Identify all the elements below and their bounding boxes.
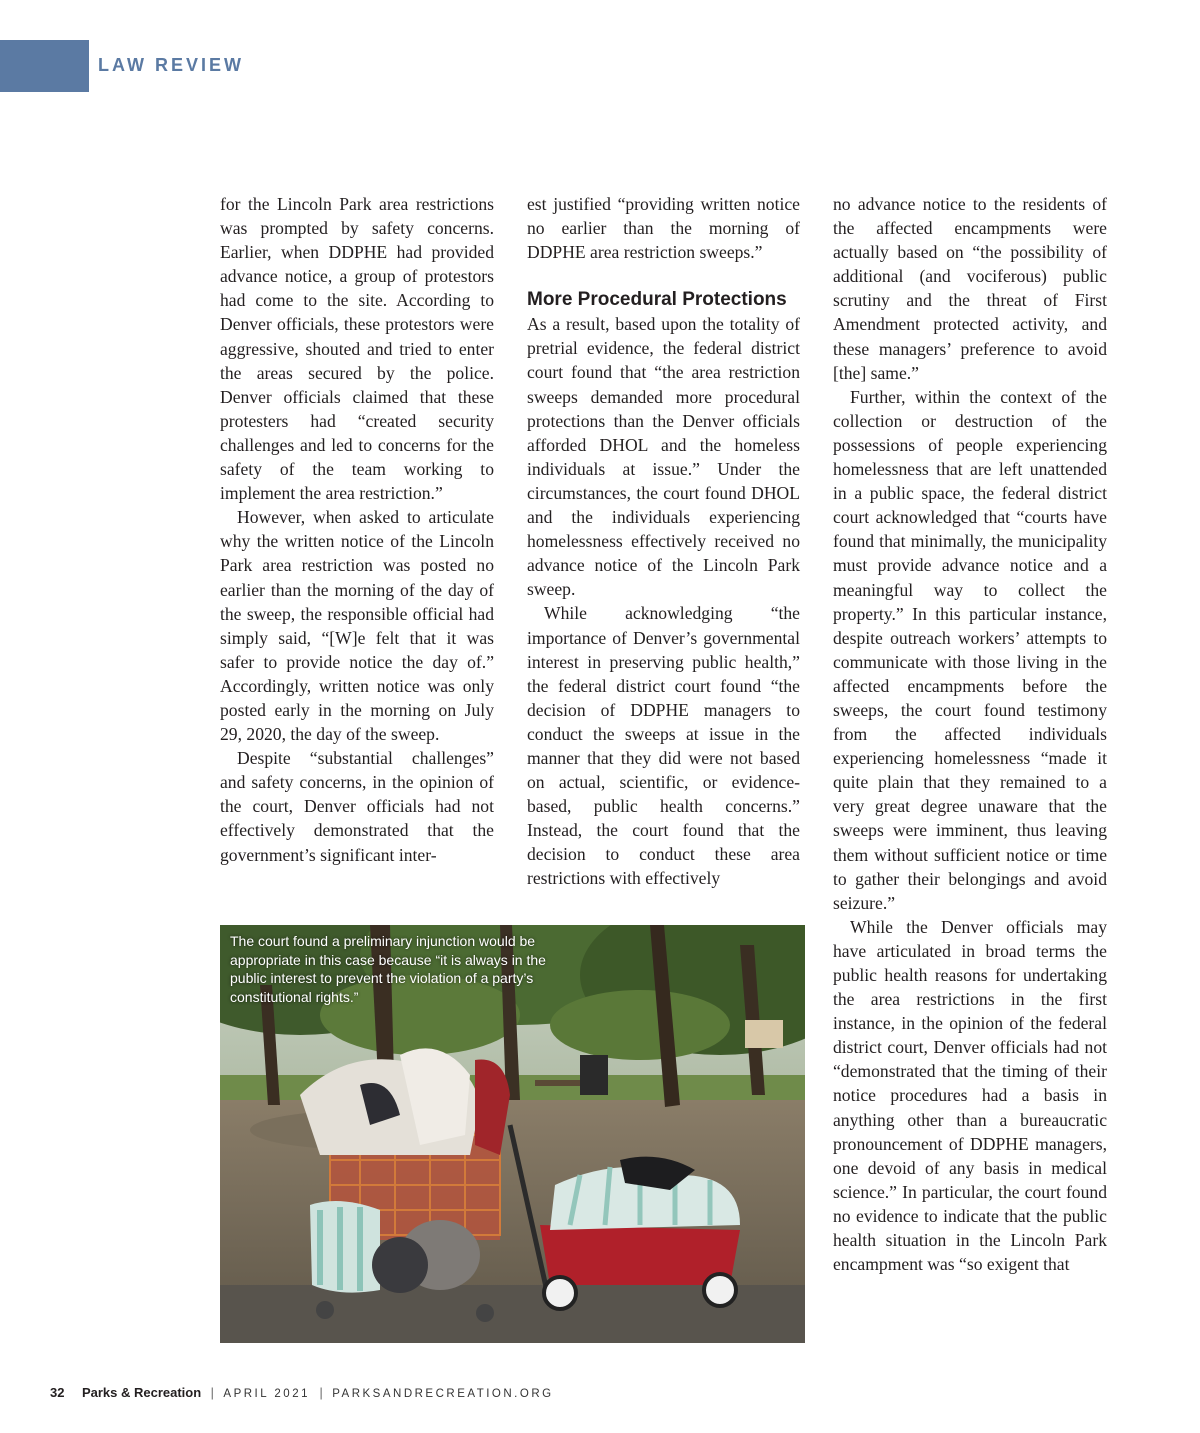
section-subheading: More Procedural Protections	[527, 289, 787, 311]
paragraph: While the Denver officials may have articulated in broad terms the public health reasons for undertaking the area restrictions in the first instance, in the opinion of the federal district court, Denver officials had not “demonstrated that the timing of their notice procedures had a basis in anything other than a bureaucratic pronouncement of DDPHE managers, one devoid of any basis in medical science.” In particular, the court found no evidence to indicate that the public health situation in the Lincoln Park encampment was “so exigent that	[833, 916, 1107, 1275]
footer-separator: |	[210, 1386, 214, 1400]
paragraph: Despite “substantial challenges” and safety concerns, in the opinion of the court, Denver officials had not effectively demonstrated that the government’s significant inter-	[220, 748, 494, 865]
paragraph: While acknowledging “the importance of Denver’s governmental interest in preserving public health,” the federal district court found “the decision of DDPHE managers to conduct the sweeps at issue in the manner that they did were not based on actual, scientific, or evidence-based, public health concerns.” Instead, the court found that the decision to conduct these area restrictions with effectively	[527, 603, 800, 889]
website-url: PARKSANDRECREATION.ORG	[332, 1388, 554, 1400]
magazine-title: Parks & Recreation	[81, 1385, 202, 1400]
page-footer	[50, 1385, 554, 1400]
paragraph: est justified “providing written notice no earlier than the morning of DDPHE area restriction sweeps.”	[527, 194, 800, 263]
issue-date: APRIL 2021	[223, 1388, 310, 1400]
paragraph: As a result, based upon the totality of pretrial evidence, the federal district court found that “the area restriction sweeps demanded more procedural protections than the Denver officials afforded DHOL and the homeless individuals at issue.” Under the circumstances, the court found DHOL and the individuals experiencing homelessness effectively received no advance notice of the Lincoln Park sweep.	[527, 314, 800, 600]
photo-caption: The court found a preliminary injunction would be appropriate in this case because “it is always in the public interest to prevent the violation of a party’s constitutional rights.”	[230, 933, 546, 1005]
section-label: LAW REVIEW	[98, 55, 244, 75]
article-column-3	[833, 192, 1107, 1276]
paragraph: no advance notice to the residents of the affected encampments were actually based on “the possibility of additional (and vociferous) public scrutiny and the threat of First Amendment protected activity, and these managers’ preference to avoid [the] same.”	[833, 194, 1107, 383]
paragraph: for the Lincoln Park area restrictions was prompted by safety concerns. Earlier, when DDPHE had provided advance notice, a group of protestors had come to the site. According to Denver officials, these protestors were aggressive, shouted and tried to enter the areas secured by the police. Denver officials claimed that these protesters had “created security challenges and led to concerns for the safety of the team working to implement the area restriction.”	[220, 194, 494, 504]
park-encampment-photo	[220, 925, 805, 1343]
paragraph: However, when asked to articulate why the written notice of the Lincoln Park area restriction was posted no earlier than the morning of the day of the sweep, the responsible official had simply said, “[W]e felt that it was safer to provide notice the day of.” Accordingly, written notice was only posted early in the morning on July 29, 2020, the day of the sweep.	[220, 507, 494, 745]
footer-separator: |	[319, 1386, 323, 1400]
paragraph: Further, within the context of the collection or destruction of the possessions of people experiencing homelessness that are left unattended in a public space, the federal district court acknowledged that “courts have found that minimally, the municipality must provide advance notice and a meaningful way to collect the property.” In this particular instance, despite outreach workers’ attempts to communicate with those living in the affected encampments before the sweeps, the court found testimony from the affected individuals experiencing homelessness “made it quite plain that they remained to a very great degree unaware that the sweeps were imminent, thus leaving them without sufficient notice or time to gather their belongings and avoid seizure.”	[833, 386, 1107, 913]
header-color-block	[0, 40, 89, 92]
article-column-1	[220, 192, 494, 867]
page-number: 32	[50, 1385, 65, 1400]
article-column-2	[527, 192, 800, 891]
